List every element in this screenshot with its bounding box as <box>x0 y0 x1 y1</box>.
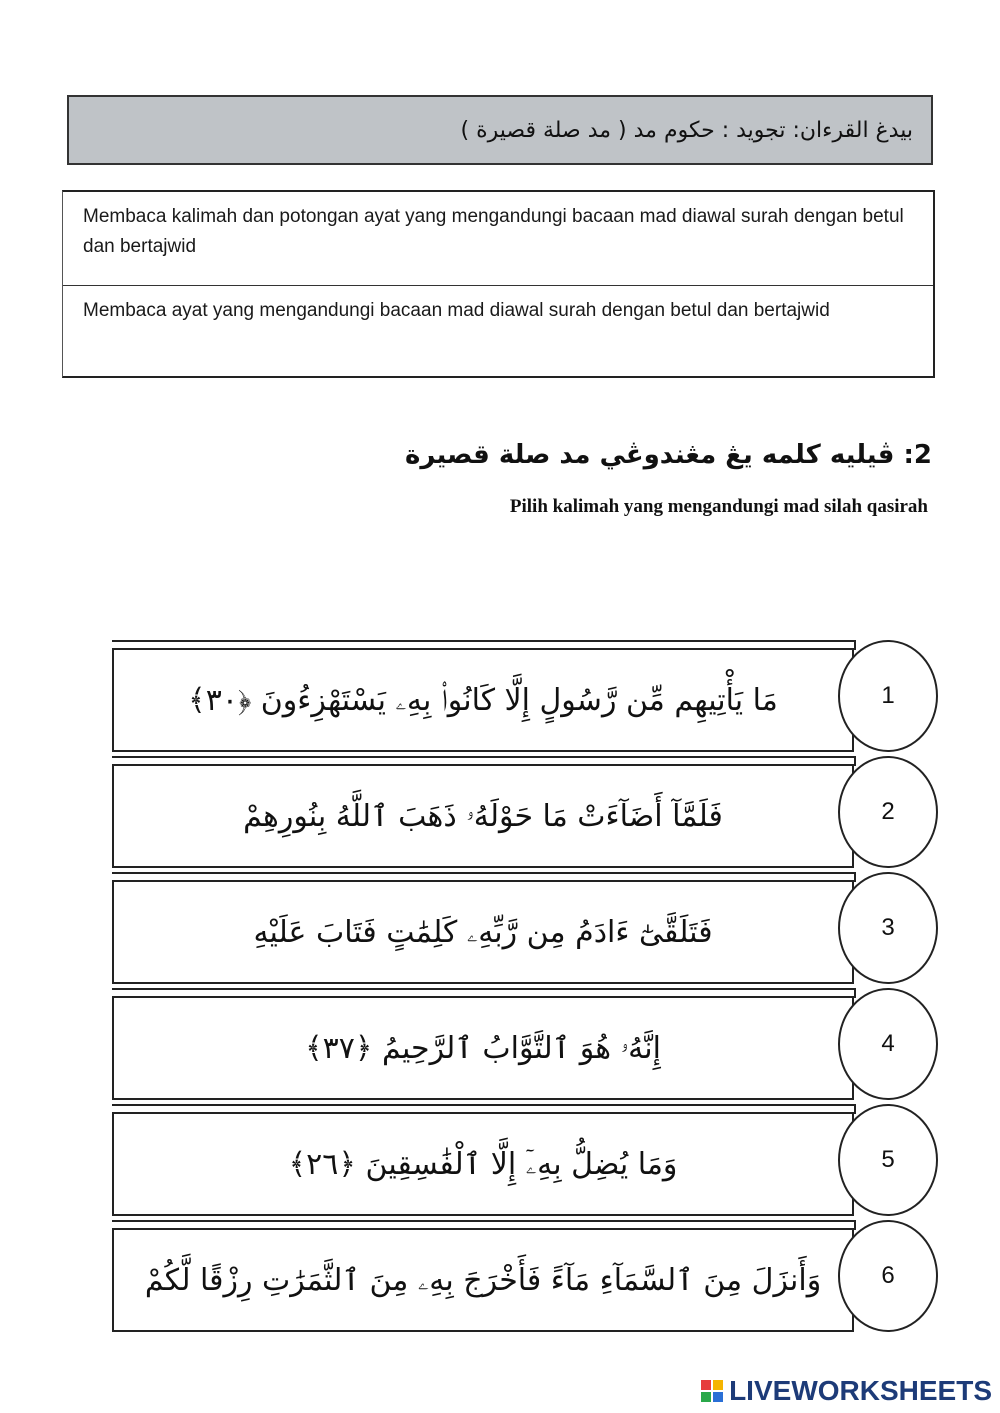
verse-row-3[interactable] <box>112 872 938 986</box>
answer-circle-6[interactable]: 6 <box>838 1220 938 1332</box>
verse-row-4[interactable] <box>112 988 938 1102</box>
verse-box[interactable] <box>112 764 854 868</box>
lesson-title: بيدغ القرءان: تجويد : حكوم مد ( مد صلة قصيرة ) <box>460 117 913 143</box>
verse-box[interactable] <box>112 1228 854 1332</box>
liveworksheets-logo-icon <box>701 1380 723 1402</box>
verse-text: وَمَا يُضِلُّ بِهِۦٓ إِلَّا ٱلْفَٰسِقِينَ ﴿٢٦﴾ <box>288 1146 678 1182</box>
logo-square <box>701 1392 711 1402</box>
verse-text: فَلَمَّآ أَضَآءَتْ مَا حَوْلَهُۥ ذَهَبَ ٱللَّهُ بِنُورِهِمْ <box>243 798 723 834</box>
verse-text: مَا يَأْتِيهِم مِّن رَّسُولٍ إِلَّا كَانُوا۟ بِهِۦ يَسْتَهْزِءُونَ ﴿٣٠﴾ <box>188 682 778 718</box>
answer-circle-5[interactable]: 5 <box>838 1104 938 1216</box>
question-title: 2: ڤيليه كلمه يڠ مڠندوڠي مد صلة قصيرة <box>405 440 932 470</box>
verse-row-5[interactable] <box>112 1104 938 1218</box>
answer-circle-4[interactable]: 4 <box>838 988 938 1100</box>
verse-box[interactable] <box>112 648 854 752</box>
verse-row-6[interactable] <box>112 1220 938 1334</box>
verse-box[interactable] <box>112 996 854 1100</box>
verse-text: وَأَنزَلَ مِنَ ٱلسَّمَآءِ مَآءً فَأَخْرَجَ بِهِۦ مِنَ ٱلثَّمَرَٰتِ رِزْقًا لَّكُمْ <box>144 1262 822 1298</box>
verse-row-2[interactable] <box>112 756 938 870</box>
logo-square <box>713 1392 723 1402</box>
answer-circle-2[interactable]: 2 <box>838 756 938 868</box>
answer-circle-1[interactable]: 1 <box>838 640 938 752</box>
brand-text: LIVEWORKSHEETS <box>729 1375 992 1406</box>
logo-square <box>701 1380 711 1390</box>
objective-row: Membaca kalimah dan potongan ayat yang mengandungi bacaan mad diawal surah dengan betul dan bertajwid <box>83 206 904 257</box>
logo-square <box>713 1380 723 1390</box>
verse-row-1[interactable] <box>112 640 938 754</box>
verse-box[interactable] <box>112 880 854 984</box>
question-subtitle: Pilih kalimah yang mengandungi mad silah qasirah <box>509 496 928 517</box>
verse-text: إِنَّهُۥ هُوَ ٱلتَّوَّابُ ٱلرَّحِيمُ ﴿٣٧﴾ <box>305 1030 661 1066</box>
objective-row: Membaca ayat yang mengandungi bacaan mad diawal surah dengan betul dan bertajwid <box>63 285 933 378</box>
liveworksheets-brand <box>701 1375 992 1407</box>
verse-text: فَتَلَقَّىٰٓ ءَادَمُ مِن رَّبِّهِۦ كَلِمَٰتٍ فَتَابَ عَلَيْهِ <box>253 914 713 950</box>
lesson-header <box>67 95 933 165</box>
answer-circle-3[interactable]: 3 <box>838 872 938 984</box>
objectives-table <box>62 190 935 378</box>
verse-box[interactable] <box>112 1112 854 1216</box>
